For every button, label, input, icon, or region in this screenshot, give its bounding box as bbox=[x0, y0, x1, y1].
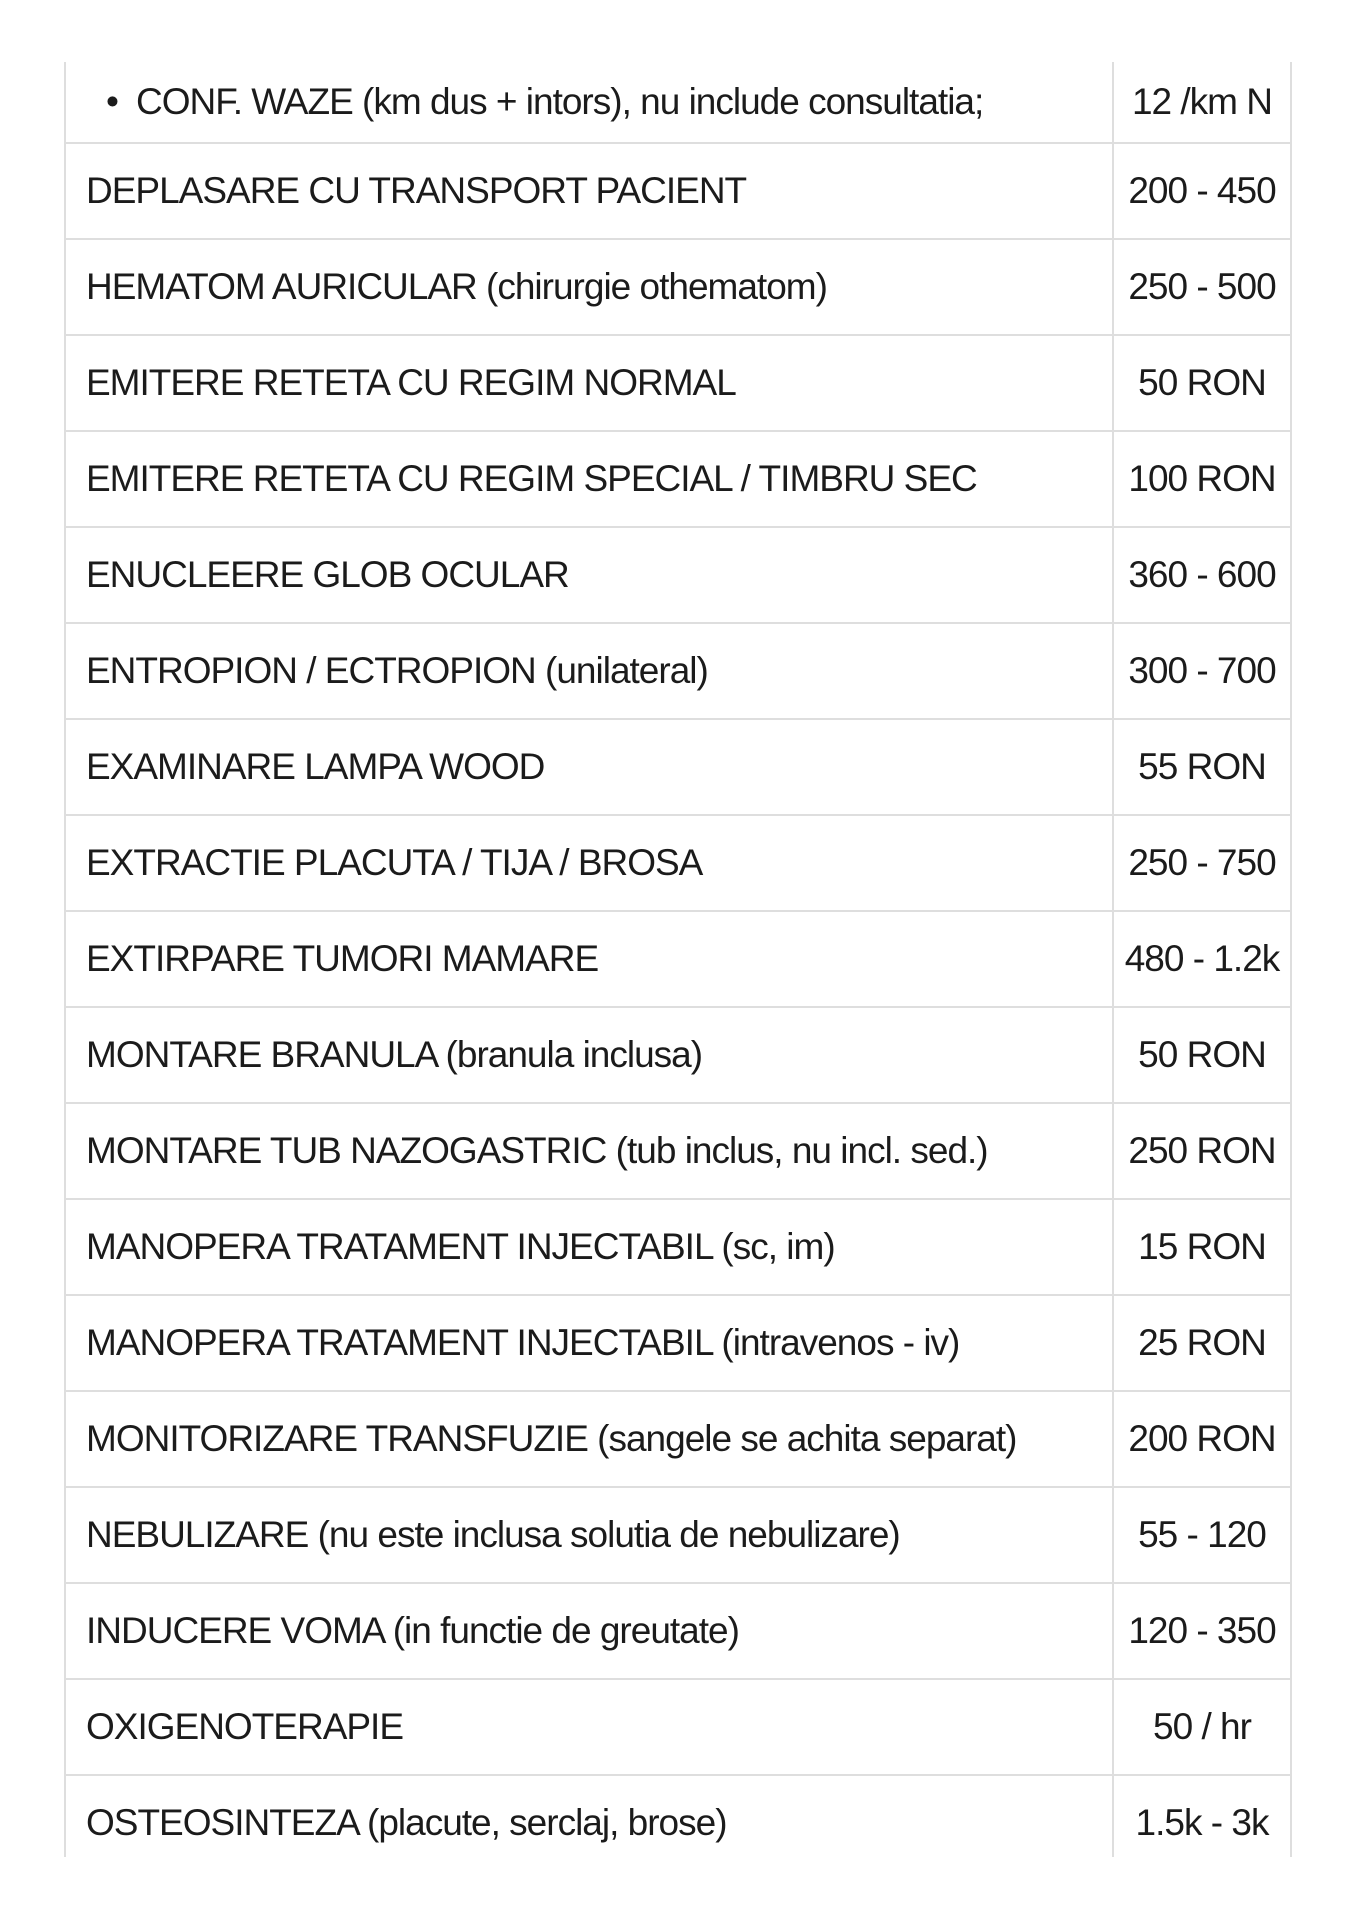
service-cell bbox=[65, 1103, 1113, 1199]
price-value: 55 RON bbox=[1113, 719, 1291, 815]
price-value: 12 /km N bbox=[1113, 62, 1291, 143]
price-value: 250 - 500 bbox=[1113, 239, 1291, 335]
service-label: MANOPERA TRATAMENT INJECTABIL (intravenos - iv) bbox=[86, 1321, 960, 1363]
service-label: ENTROPION / ECTROPION (unilateral) bbox=[86, 649, 708, 691]
table-row bbox=[65, 815, 1291, 911]
table-row bbox=[65, 527, 1291, 623]
table-row bbox=[65, 335, 1291, 431]
price-table bbox=[64, 62, 1292, 1857]
table-row bbox=[65, 1007, 1291, 1103]
service-cell bbox=[65, 1391, 1113, 1487]
service-cell bbox=[65, 1199, 1113, 1295]
table-row bbox=[65, 239, 1291, 335]
price-value: 50 / hr bbox=[1113, 1679, 1291, 1775]
service-cell bbox=[65, 1775, 1113, 1857]
service-cell bbox=[65, 1679, 1113, 1775]
price-value: 200 RON bbox=[1113, 1391, 1291, 1487]
service-cell bbox=[65, 143, 1113, 239]
service-label: MONITORIZARE TRANSFUZIE (sangele se achita separat) bbox=[86, 1417, 1017, 1459]
service-label: MONTARE TUB NAZOGASTRIC (tub inclus, nu incl. sed.) bbox=[86, 1129, 988, 1171]
table-row bbox=[65, 431, 1291, 527]
service-label: EXTRACTIE PLACUTA / TIJA / BROSA bbox=[86, 841, 703, 883]
price-value: 250 RON bbox=[1113, 1103, 1291, 1199]
service-label: OSTEOSINTEZA (placute, serclaj, brose) bbox=[86, 1801, 727, 1843]
price-value: 120 - 350 bbox=[1113, 1583, 1291, 1679]
service-label: DEPLASARE CU TRANSPORT PACIENT bbox=[86, 169, 747, 211]
service-cell bbox=[65, 911, 1113, 1007]
service-cell bbox=[65, 1487, 1113, 1583]
service-cell bbox=[65, 815, 1113, 911]
price-value: 480 - 1.2k bbox=[1113, 911, 1291, 1007]
table-row bbox=[65, 143, 1291, 239]
price-value: 1.5k - 3k bbox=[1113, 1775, 1291, 1857]
table-row bbox=[65, 1679, 1291, 1775]
service-label: MANOPERA TRATAMENT INJECTABIL (sc, im) bbox=[86, 1225, 835, 1267]
price-value: 100 RON bbox=[1113, 431, 1291, 527]
price-value: 15 RON bbox=[1113, 1199, 1291, 1295]
service-label: HEMATOM AURICULAR (chirurgie othematom) bbox=[86, 265, 827, 307]
service-cell bbox=[65, 623, 1113, 719]
price-value: 50 RON bbox=[1113, 1007, 1291, 1103]
service-cell bbox=[65, 1007, 1113, 1103]
bullet-icon: • bbox=[106, 80, 118, 122]
price-value: 250 - 750 bbox=[1113, 815, 1291, 911]
table-row bbox=[65, 623, 1291, 719]
table-row bbox=[65, 62, 1291, 143]
service-cell bbox=[65, 719, 1113, 815]
price-value: 55 - 120 bbox=[1113, 1487, 1291, 1583]
service-cell bbox=[65, 431, 1113, 527]
service-label: EXAMINARE LAMPA WOOD bbox=[86, 745, 545, 787]
table-row bbox=[65, 1487, 1291, 1583]
service-label: MONTARE BRANULA (branula inclusa) bbox=[86, 1033, 703, 1075]
service-label: CONF. WAZE (km dus + intors), nu include consultatia; bbox=[135, 80, 984, 122]
service-cell bbox=[65, 62, 1113, 143]
service-cell bbox=[65, 1295, 1113, 1391]
price-table-viewport bbox=[64, 62, 1292, 1857]
table-row bbox=[65, 719, 1291, 815]
table-row bbox=[65, 911, 1291, 1007]
price-value: 25 RON bbox=[1113, 1295, 1291, 1391]
table-row bbox=[65, 1775, 1291, 1857]
price-value: 360 - 600 bbox=[1113, 527, 1291, 623]
service-label: EXTIRPARE TUMORI MAMARE bbox=[86, 937, 599, 979]
service-cell bbox=[65, 527, 1113, 623]
table-row bbox=[65, 1391, 1291, 1487]
service-label: ENUCLEERE GLOB OCULAR bbox=[86, 553, 569, 595]
service-label: OXIGENOTERAPIE bbox=[86, 1705, 404, 1747]
price-value: 50 RON bbox=[1113, 335, 1291, 431]
service-cell bbox=[65, 1583, 1113, 1679]
price-value: 300 - 700 bbox=[1113, 623, 1291, 719]
table-row bbox=[65, 1103, 1291, 1199]
table-row bbox=[65, 1295, 1291, 1391]
service-cell bbox=[65, 239, 1113, 335]
service-label: INDUCERE VOMA (in functie de greutate) bbox=[86, 1609, 739, 1651]
service-cell bbox=[65, 335, 1113, 431]
price-value: 200 - 450 bbox=[1113, 143, 1291, 239]
service-label: EMITERE RETETA CU REGIM NORMAL bbox=[86, 361, 736, 403]
table-row bbox=[65, 1583, 1291, 1679]
price-table-body bbox=[65, 62, 1291, 1857]
service-label: EMITERE RETETA CU REGIM SPECIAL / TIMBRU SEC bbox=[86, 457, 977, 499]
table-row bbox=[65, 1199, 1291, 1295]
service-label: NEBULIZARE (nu este inclusa solutia de nebulizare) bbox=[86, 1513, 900, 1555]
